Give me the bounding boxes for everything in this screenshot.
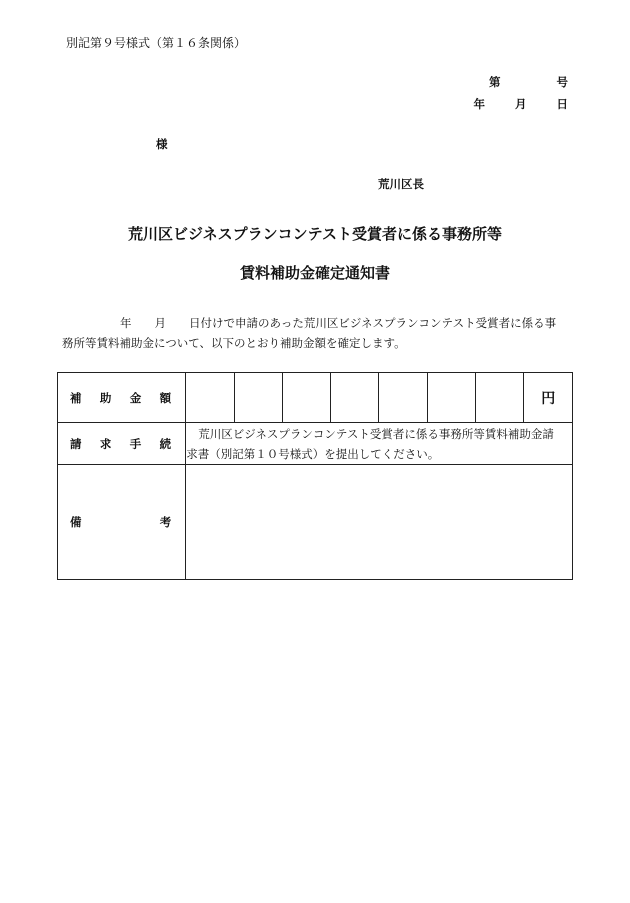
amount-digit-cell[interactable] <box>331 373 379 423</box>
subsidy-table <box>57 372 573 580</box>
amount-row <box>58 373 573 423</box>
date-day: 日 <box>556 97 568 111</box>
body-line2: 務所等賃料補助金について、以下のとおり補助金額を確定します。 <box>62 336 406 350</box>
form-number-label: 別記第９号様式（第１６条関係） <box>66 36 247 50</box>
amount-digit-cell[interactable] <box>186 373 234 423</box>
amount-digit-cell[interactable] <box>282 373 330 423</box>
amount-digit-cell[interactable] <box>234 373 282 423</box>
body-line1: 年 月 日付けで申請のあった荒川区ビジネスプランコンテスト受賞者に係る事 <box>120 316 557 330</box>
yen-unit: 円 <box>524 373 573 423</box>
amount-digit-cell[interactable] <box>476 373 524 423</box>
amount-label: 補 助 金 額 <box>58 373 186 423</box>
recipient-honorific: 様 <box>156 137 168 151</box>
document-title-line1: 荒川区ビジネスプランコンテスト受賞者に係る事務所等 <box>128 225 502 243</box>
procedure-row <box>58 423 573 465</box>
date-month: 月 <box>514 97 527 111</box>
remarks-label: 備 考 <box>58 465 186 580</box>
number-go: 号 <box>556 75 568 89</box>
remarks-row <box>58 465 573 580</box>
notice-body <box>62 313 576 353</box>
date-year: 年 <box>473 97 485 111</box>
document-number-line <box>489 74 568 90</box>
date-line <box>473 96 568 112</box>
document-title-line2: 賃料補助金確定通知書 <box>239 264 390 282</box>
amount-digit-cell[interactable] <box>379 373 427 423</box>
procedure-text: 荒川区ビジネスプランコンテスト受賞者に係る事務所等賃料補助金請 求書（別記第１０号様式）を提出してください。 <box>186 423 573 465</box>
sender-name: 荒川区長 <box>378 177 424 191</box>
number-dai: 第 <box>488 75 501 89</box>
procedure-label: 請 求 手 続 <box>58 423 186 465</box>
amount-digit-cell[interactable] <box>427 373 475 423</box>
remarks-field[interactable] <box>186 465 573 580</box>
